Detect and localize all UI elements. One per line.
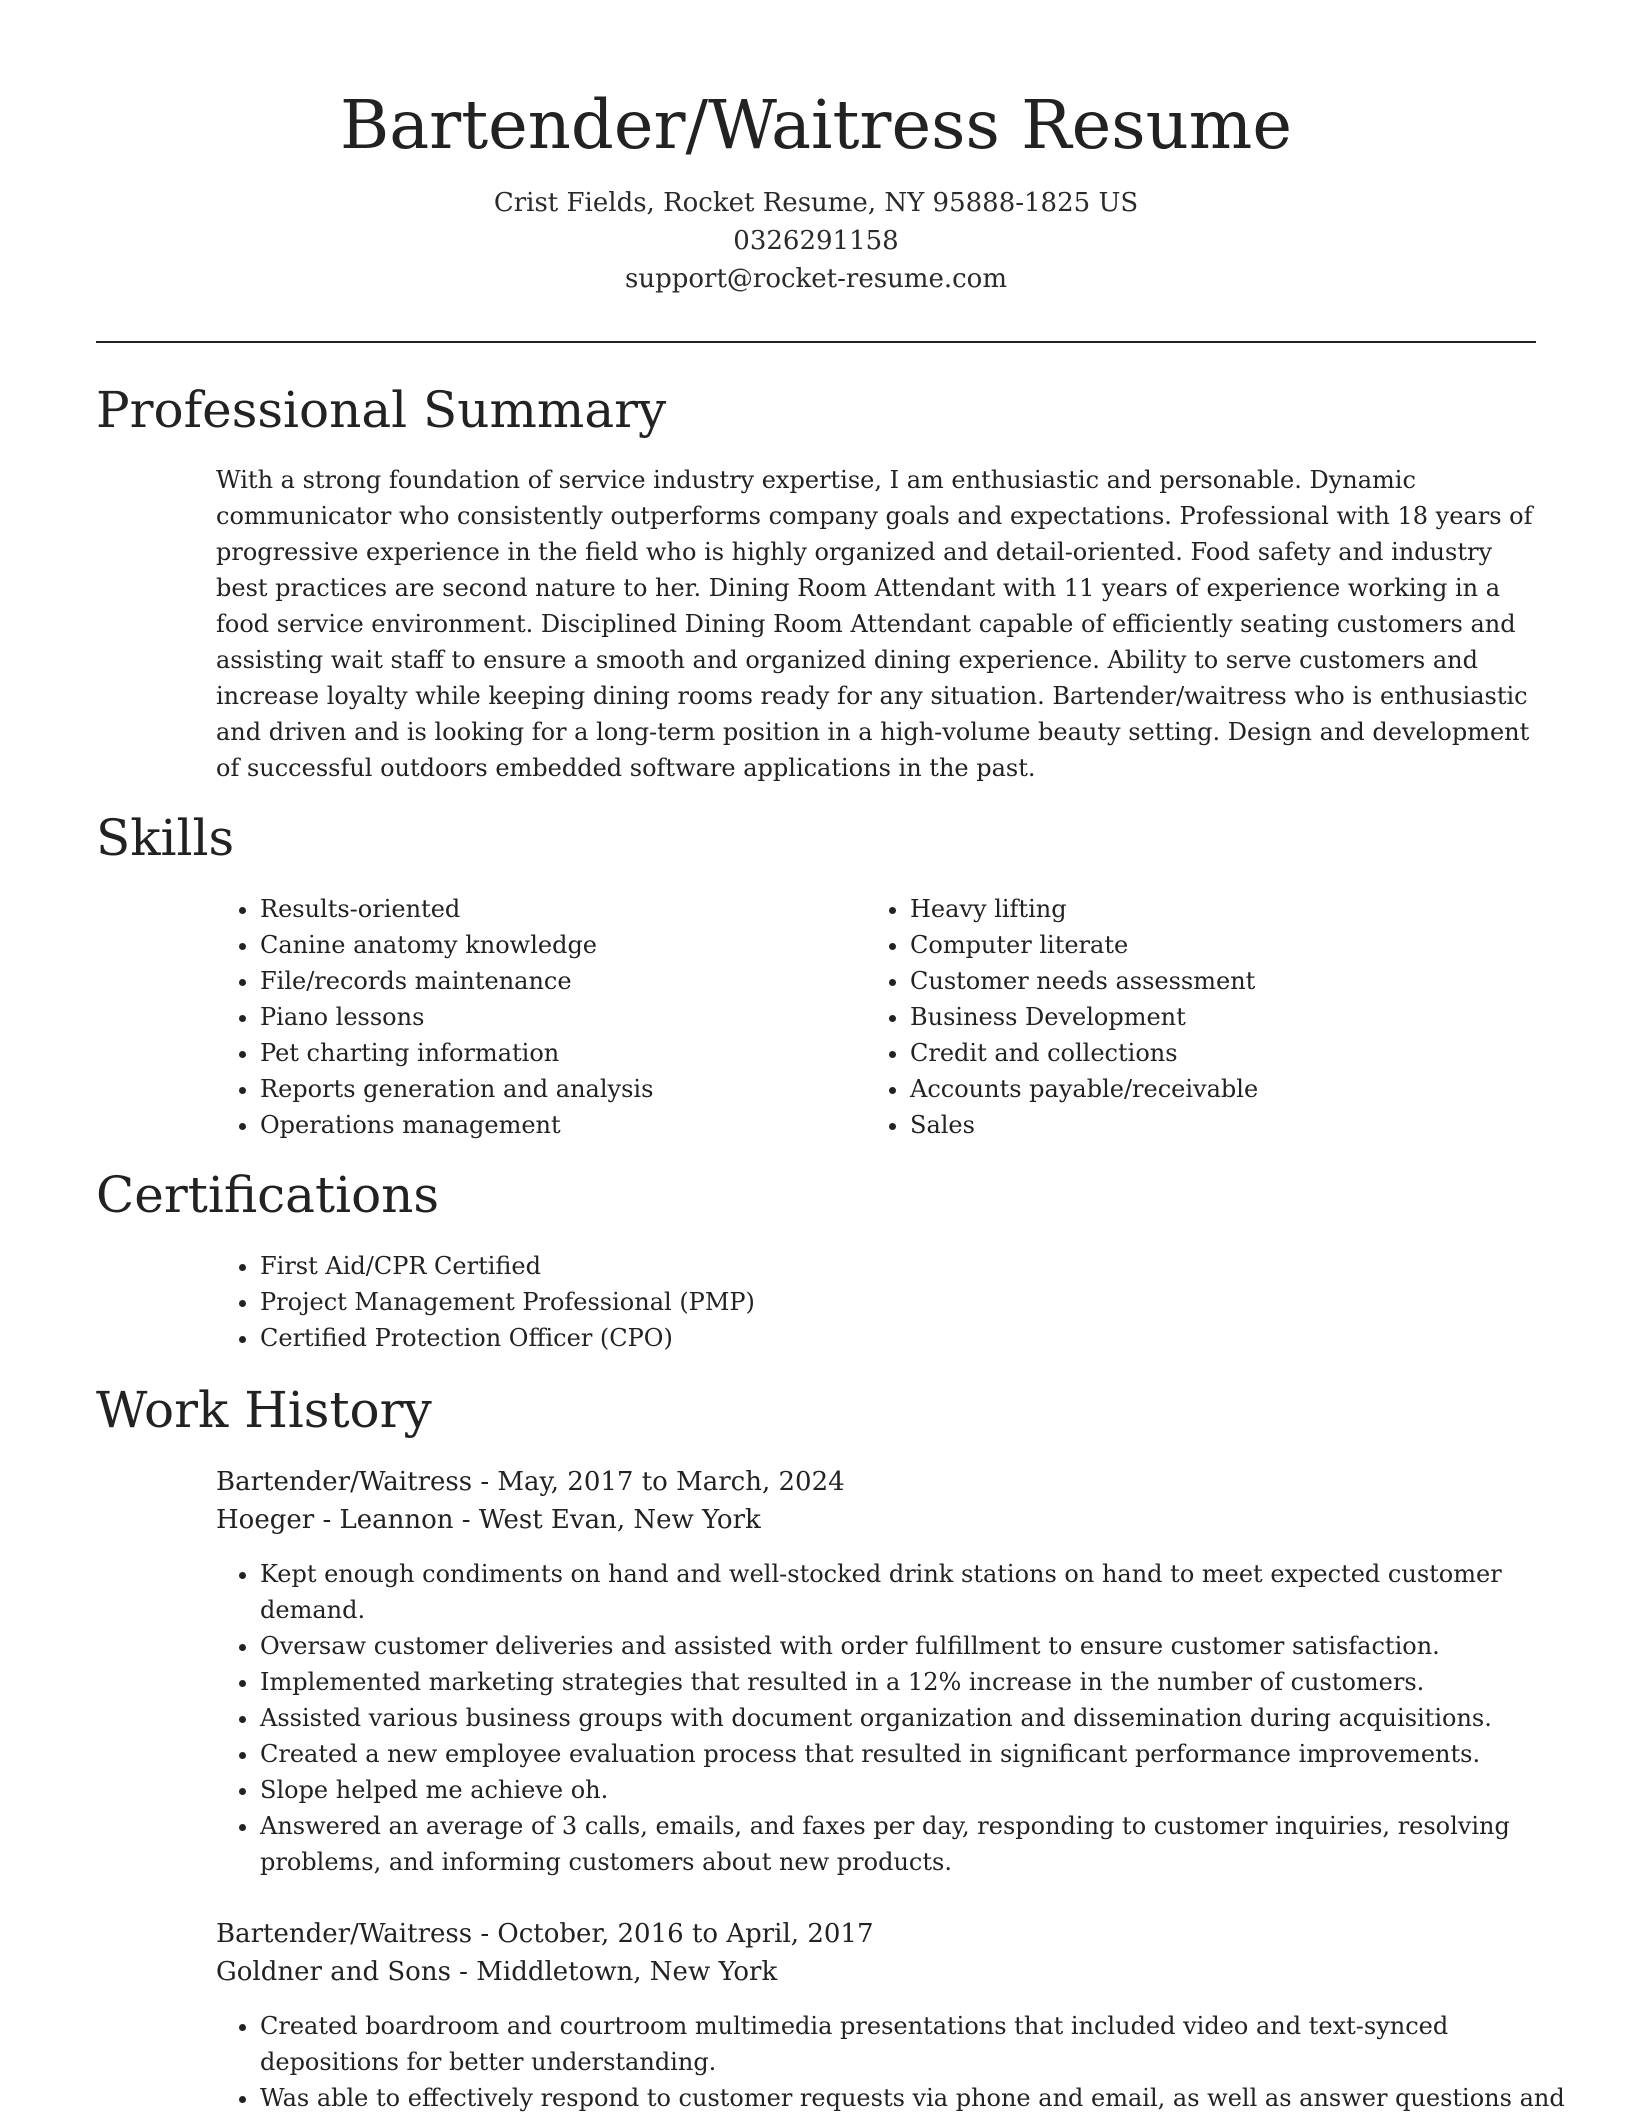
job-bullets xyxy=(216,1556,1580,1880)
header-divider xyxy=(96,341,1536,343)
job-company: Hoeger - Leannon xyxy=(216,1505,454,1535)
skill-item: • Computer literate xyxy=(910,927,1510,963)
job-title-line xyxy=(216,1463,845,1501)
skill-item: • Piano lessons xyxy=(260,999,860,1035)
summary-text: With a strong foundation of service industry expertise, I am enthusiastic and personable. Dynamic communicator who consistently outperforms company goals and expectations. Professional with 18 years of progressive experience in the field who is highly organized and detail-oriented. Food safety and industry best practices are second nature to her. Dining Room Attendant with 11 years of experience working in a food service environment. Disciplined Dining Room Attendant capable of efficiently seating customers and assisting wait staff to ensure a smooth and organized dining experience. Ability to serve customers and increase loyalty while keeping dining rooms ready for any situation. Bartender/waitress who is enthusiastic and driven and is looking for a long-term position in a high-volume beauty setting. Design and development of successful outdoors embedded software applications in the past. xyxy=(216,466,1533,782)
job-bullet: • Assisted various business groups with document organization and dissemination during acquisitions. xyxy=(260,1700,1580,1736)
address-line: Crist Fields, Rocket Resume, NY 95888-1825 US xyxy=(493,188,1139,218)
summary-heading: Professional Summary xyxy=(96,381,667,439)
skills-heading: Skills xyxy=(96,809,235,867)
job-company-line xyxy=(216,1953,777,1991)
job-bullet: • Was able to effectively respond to customer requests via phone and email, as well as answer questions and xyxy=(260,2080,1580,2112)
skill-item: • Heavy lifting xyxy=(910,891,1510,927)
skill-item: • Accounts payable/receivable xyxy=(910,1071,1510,1107)
skills-list-left xyxy=(216,891,860,1143)
skill-item: • Operations management xyxy=(260,1107,860,1143)
skill-item: • File/records maintenance xyxy=(260,963,860,999)
job-bullet: • Kept enough condiments on hand and well-stocked drink stations on hand to meet expected customer demand. xyxy=(260,1556,1580,1628)
job-bullet: • Answered an average of 3 calls, emails, and faxes per day, responding to customer inquiries, resolving problems, and informing customers about new products. xyxy=(260,1808,1580,1880)
job-title-line xyxy=(216,1915,874,1953)
separator: - xyxy=(450,1957,477,1987)
skill-item: • Customer needs assessment xyxy=(910,963,1510,999)
skills-list-right xyxy=(866,891,1510,1143)
skill-item: • Results-oriented xyxy=(260,891,860,927)
job-dates: October, 2016 to April, 2017 xyxy=(497,1919,874,1949)
page-title: Bartender/Waitress Resume xyxy=(340,86,1292,164)
certification-item: • Certified Protection Officer (CPO) xyxy=(260,1320,1580,1356)
skill-item: • Credit and collections xyxy=(910,1035,1510,1071)
skill-item: • Sales xyxy=(910,1107,1510,1143)
job-location: Middletown, New York xyxy=(476,1957,778,1987)
resume-header xyxy=(0,80,1632,298)
job-bullet: • Created a new employee evaluation process that resulted in significant performance improvements. xyxy=(260,1736,1580,1772)
separator: - xyxy=(472,1919,498,1949)
job-bullet: • Created boardroom and courtroom multimedia presentations that included video and text-synced depositions for better understanding. xyxy=(260,2008,1580,2080)
job-bullets xyxy=(216,2008,1580,2112)
skill-item: • Reports generation and analysis xyxy=(260,1071,860,1107)
separator: - xyxy=(453,1505,479,1535)
skill-item: • Canine anatomy knowledge xyxy=(260,927,860,963)
job-dates: May, 2017 to March, 2024 xyxy=(497,1467,845,1497)
job-company-line xyxy=(216,1501,761,1539)
phone-line: 0326291158 xyxy=(733,226,899,256)
job-bullet: • Oversaw customer deliveries and assisted with order fulfillment to ensure customer satisfaction. xyxy=(260,1628,1580,1664)
certification-item: • Project Management Professional (PMP) xyxy=(260,1284,1580,1320)
job-bullet: • Slope helped me achieve oh. xyxy=(260,1772,1580,1808)
separator: - xyxy=(472,1467,498,1497)
job-location: West Evan, New York xyxy=(478,1505,761,1535)
certifications-heading: Certifications xyxy=(96,1166,440,1224)
job-title: Bartender/Waitress xyxy=(216,1919,473,1949)
skill-item: • Pet charting information xyxy=(260,1035,860,1071)
email-line: support@rocket-resume.com xyxy=(624,264,1007,294)
skill-item: • Business Development xyxy=(910,999,1510,1035)
job-bullet: • Implemented marketing strategies that resulted in a 12% increase in the number of customers. xyxy=(260,1664,1580,1700)
work-history-heading: Work History xyxy=(96,1381,432,1439)
job-company: Goldner and Sons xyxy=(216,1957,451,1987)
job-title: Bartender/Waitress xyxy=(216,1467,473,1497)
certification-item: • First Aid/CPR Certified xyxy=(260,1248,1580,1284)
certifications-list xyxy=(216,1248,1580,1356)
